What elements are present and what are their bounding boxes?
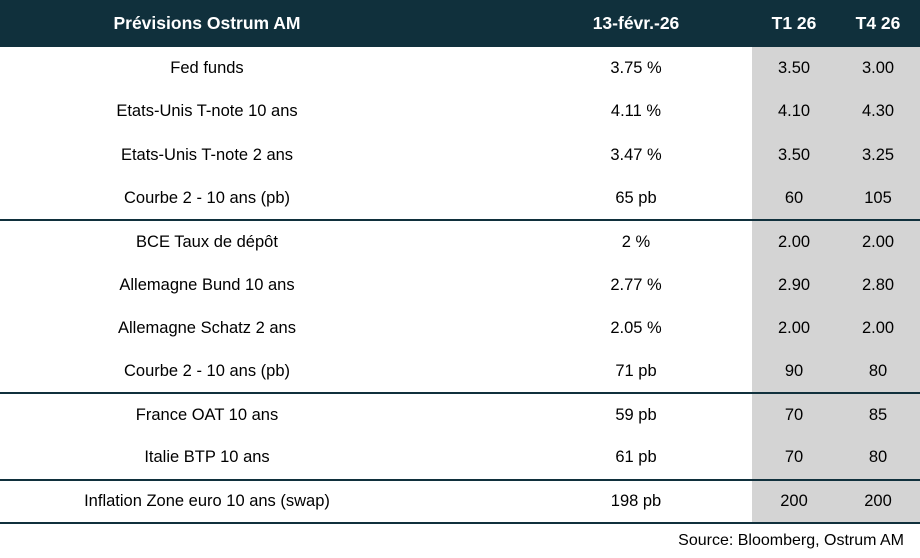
row-date-value: 2.05 %	[520, 307, 752, 350]
row-q4-value: 200	[836, 480, 920, 523]
row-label: Allemagne Bund 10 ans	[0, 263, 520, 306]
row-label: Courbe 2 - 10 ans (pb)	[0, 350, 520, 393]
table-header	[0, 0, 920, 47]
row-label: Italie BTP 10 ans	[0, 437, 520, 480]
row-q4-value: 105	[836, 177, 920, 220]
header-date: 13-févr.-26	[520, 0, 752, 47]
row-q4-value: 3.25	[836, 134, 920, 177]
table-row	[0, 134, 920, 177]
row-q4-value: 2.00	[836, 307, 920, 350]
row-date-value: 71 pb	[520, 350, 752, 393]
table-row	[0, 263, 920, 306]
row-q4-value: 80	[836, 350, 920, 393]
row-date-value: 3.47 %	[520, 134, 752, 177]
row-label: Courbe 2 - 10 ans (pb)	[0, 177, 520, 220]
header-q4: T4 26	[836, 0, 920, 47]
table-row	[0, 220, 920, 263]
source-note: Source: Bloomberg, Ostrum AM	[678, 532, 904, 550]
row-q1-value: 70	[752, 437, 836, 480]
table-row	[0, 480, 920, 523]
row-label: BCE Taux de dépôt	[0, 220, 520, 263]
row-date-value: 2 %	[520, 220, 752, 263]
row-q4-value: 4.30	[836, 90, 920, 133]
row-date-value: 59 pb	[520, 393, 752, 436]
table-body	[0, 47, 920, 523]
table-row	[0, 393, 920, 436]
row-date-value: 2.77 %	[520, 263, 752, 306]
row-label: Etats-Unis T-note 2 ans	[0, 134, 520, 177]
table-row	[0, 90, 920, 133]
row-q4-value: 3.00	[836, 47, 920, 90]
row-q1-value: 200	[752, 480, 836, 523]
row-label: Fed funds	[0, 47, 520, 90]
row-q4-value: 80	[836, 437, 920, 480]
table-row	[0, 307, 920, 350]
row-q1-value: 3.50	[752, 134, 836, 177]
row-date-value: 4.11 %	[520, 90, 752, 133]
header-row	[0, 0, 920, 47]
row-q1-value: 90	[752, 350, 836, 393]
row-q1-value: 3.50	[752, 47, 836, 90]
table-row	[0, 47, 920, 90]
row-label: France OAT 10 ans	[0, 393, 520, 436]
row-q4-value: 2.00	[836, 220, 920, 263]
row-q1-value: 4.10	[752, 90, 836, 133]
row-label: Etats-Unis T-note 10 ans	[0, 90, 520, 133]
table-row	[0, 350, 920, 393]
row-label: Inflation Zone euro 10 ans (swap)	[0, 480, 520, 523]
header-label: Prévisions Ostrum AM	[0, 0, 520, 47]
row-date-value: 198 pb	[520, 480, 752, 523]
header-q1: T1 26	[752, 0, 836, 47]
row-q1-value: 70	[752, 393, 836, 436]
row-date-value: 65 pb	[520, 177, 752, 220]
row-q1-value: 2.90	[752, 263, 836, 306]
table-row	[0, 437, 920, 480]
row-date-value: 3.75 %	[520, 47, 752, 90]
row-q1-value: 2.00	[752, 220, 836, 263]
row-q1-value: 2.00	[752, 307, 836, 350]
row-q4-value: 2.80	[836, 263, 920, 306]
row-q4-value: 85	[836, 393, 920, 436]
table-row	[0, 177, 920, 220]
row-q1-value: 60	[752, 177, 836, 220]
row-date-value: 61 pb	[520, 437, 752, 480]
row-label: Allemagne Schatz 2 ans	[0, 307, 520, 350]
